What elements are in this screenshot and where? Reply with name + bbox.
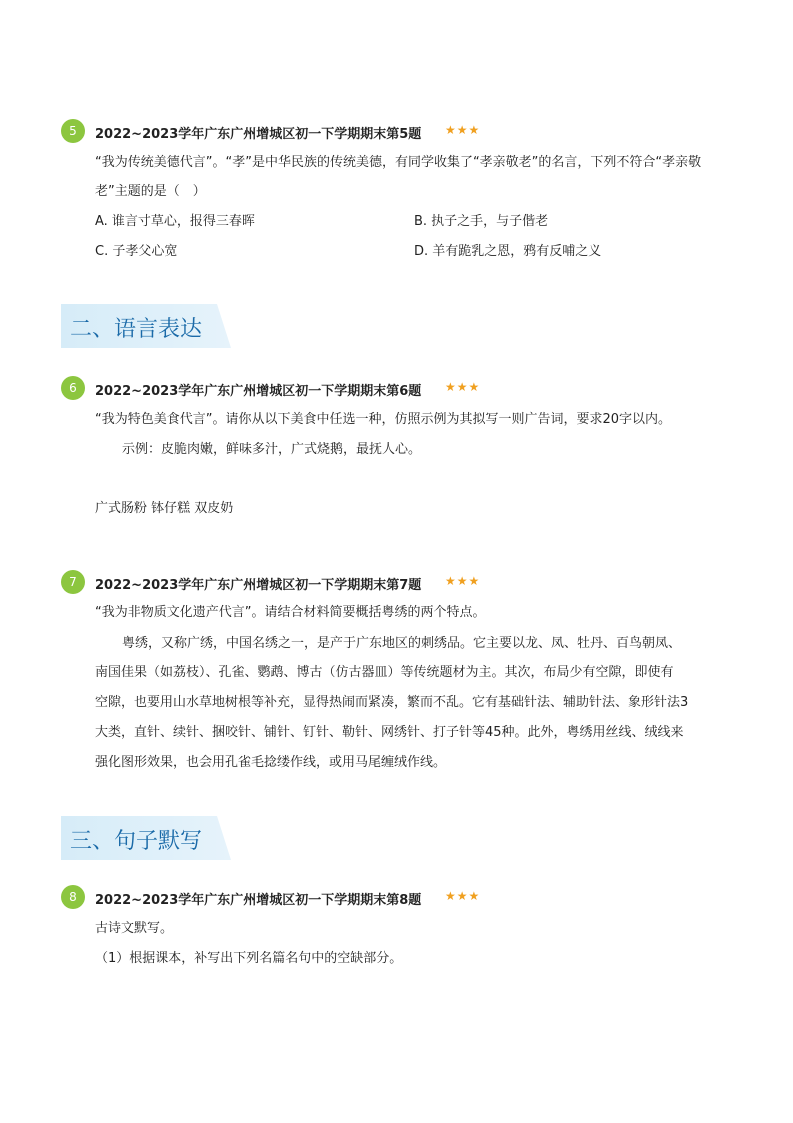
- option-d: D. 羊有跪乳之恩，鸦有反哺之义: [414, 244, 602, 259]
- passage-line-3: 空隙，也要用山水草地树根等补充，显得热闹而紧凑，繁而不乱。它有基础针法、辅助针法、象形针法3: [95, 695, 689, 710]
- question-5-header: [61, 119, 761, 145]
- question-7-stem: “我为非物质文化遗产代言”。请结合材料简要概括粤绣的两个特点。: [95, 605, 486, 620]
- question-7-header: [61, 570, 761, 596]
- question-5-stem-line-2: 老”主题的是（ ）: [95, 184, 206, 199]
- option-c: C. 子孝父心宽: [95, 244, 178, 259]
- difficulty-stars-icon: ★★★: [445, 123, 481, 137]
- question-source-title: 2022~2023学年广东广州增城区初一下学期期末第6题: [95, 384, 422, 399]
- difficulty-stars-icon: ★★★: [445, 380, 481, 394]
- question-number-badge: 8: [61, 885, 85, 909]
- question-5-stem-line-1: “我为传统美德代言”。“孝”是中华民族的传统美德，有同学收集了“孝亲敬老”的名言，下列不符合“孝亲敬: [95, 155, 702, 170]
- passage-line-4: 大类，直针、续针、捆咬针、铺针、钉针、勒针、网绣针、打子针等45种。此外，粤绣用丝线、绒线来: [95, 725, 684, 740]
- question-source-title: 2022~2023学年广东广州增城区初一下学期期末第8题: [95, 893, 422, 908]
- question-number-badge: 6: [61, 376, 85, 400]
- question-6-example: 示例：皮脆肉嫩，鲜味多汁，广式烧鹅，最抚人心。: [122, 442, 422, 457]
- passage-line-2: 南国佳果（如荔枝）、孔雀、鹦鹉、博古（仿古器皿）等传统题材为主。其次，布局少有空隙，即使有: [95, 665, 674, 680]
- section-heading-language-expression: [61, 304, 231, 348]
- option-b: B. 执子之手，与子偕老: [414, 214, 549, 229]
- question-8-subpart-1: （1）根据课本，补写出下列名篇名句中的空缺部分。: [95, 951, 403, 966]
- section-heading-sentence-dictation: [61, 816, 231, 860]
- question-6-header: [61, 376, 761, 402]
- difficulty-stars-icon: ★★★: [445, 889, 481, 903]
- section-heading-label: 三、句子默写: [70, 829, 203, 854]
- section-heading-label: 二、语言表达: [70, 317, 203, 342]
- question-8-header: [61, 885, 761, 911]
- question-number-badge: 7: [61, 570, 85, 594]
- question-source-title: 2022~2023学年广东广州增城区初一下学期期末第5题: [95, 127, 422, 142]
- passage-line-5: 强化图形效果，也会用孔雀毛捻缕作线，或用马尾缠绒作线。: [95, 755, 447, 770]
- question-number-badge: 5: [61, 119, 85, 143]
- question-source-title: 2022~2023学年广东广州增城区初一下学期期末第7题: [95, 578, 422, 593]
- difficulty-stars-icon: ★★★: [445, 574, 481, 588]
- question-8-stem: 古诗文默写。: [95, 921, 174, 936]
- question-6-food-options: 广式肠粉 钵仔糕 双皮奶: [95, 501, 234, 516]
- passage-line-1: 粤绣，又称广绣，中国名绣之一，是产于广东地区的刺绣品。它主要以龙、凤、牡丹、百鸟朝凤、: [122, 636, 682, 651]
- question-6-stem: “我为特色美食代言”。请你从以下美食中任选一种，仿照示例为其拟写一则广告词，要求20字以内。: [95, 412, 672, 427]
- option-a: A. 谁言寸草心，报得三春晖: [95, 214, 255, 229]
